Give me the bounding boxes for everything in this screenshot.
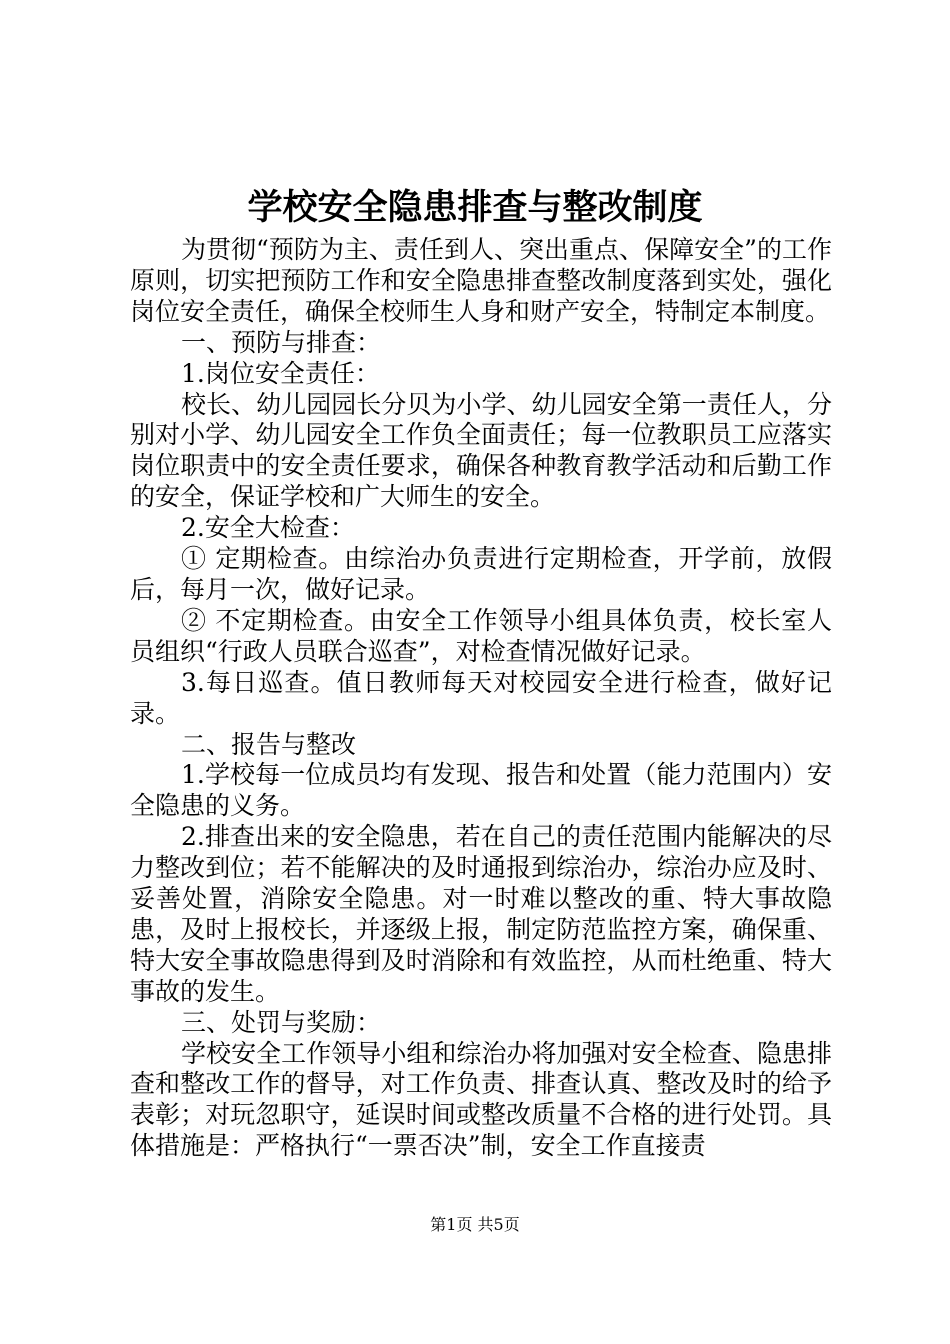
paragraph-irregular-check: ② 不定期检查。由安全工作领导小组具体负责，校长室人员组织“行政人员联合巡查”，对检查情况做好记录。 <box>130 605 832 666</box>
paragraph-daily-patrol: 3.每日巡查。值日教师每天对校园安全进行检查，做好记录。 <box>130 667 832 728</box>
paragraph-report-duty: 1.学校每一位成员均有发现、报告和处置（能力范围内）安全隐患的义务。 <box>130 760 832 821</box>
paragraph-rectification: 2.排查出来的安全隐患，若在自己的责任范围内能解决的尽力整改到位；若不能解决的及时通报到综治办，综治办应及时、妥善处置，消除安全隐患。对一时难以整改的重、特大事故隐患，及时上报校长，并逐级上报，制定防范监控方案，确保重、特大安全事故隐患得到及时消除和有效监控，从而杜绝重、特大事故的发生。 <box>130 822 832 1006</box>
subheading-inspection: 2.安全大检查： <box>181 513 355 543</box>
paragraph-responsibility: 校长、幼儿园园长分贝为小学、幼儿园安全第一责任人，分别对小学、幼儿园安全工作负全面责任；每一位教职员工应落实岗位职责中的安全责任要求，确保各种教育教学活动和后勤工作的安全，保证学校和广大师生的安全。 <box>130 389 832 512</box>
subheading-post-responsibility: 1.岗位安全责任： <box>181 358 380 388</box>
document-title: 学校安全隐患排查与整改制度 <box>247 187 703 228</box>
intro-paragraph: 为贯彻“预防为主、责任到人、突出重点、保障安全”的工作原则，切实把预防工作和安全隐患排查整改制度落到实处，强化岗位安全责任，确保全校师生人身和财产安全，特制定本制度。 <box>130 235 832 326</box>
paragraph-regular-check: ① 定期检查。由综治办负责进行定期检查，开学前，放假后，每月一次，做好记录。 <box>130 544 832 604</box>
paragraph-reward: 学校安全工作领导小组和综治办将加强对安全检查、隐患排查和整改工作的督导，对工作负责、排查认真、整改及时的给予表彰；对玩忽职守，延误时间或整改质量不合格的进行处罚。具体措施是：严格执行“一票否决”制，安全工作直接责 <box>130 1038 832 1161</box>
section-heading-report: 二、报告与整改 <box>181 729 357 759</box>
section-heading-reward: 三、处罚与奖励： <box>181 1007 382 1037</box>
document-body <box>130 235 832 1162</box>
page-number-footer: 第1页 共5页 <box>430 1215 520 1234</box>
section-heading-prevention: 一、预防与排查： <box>181 327 382 357</box>
